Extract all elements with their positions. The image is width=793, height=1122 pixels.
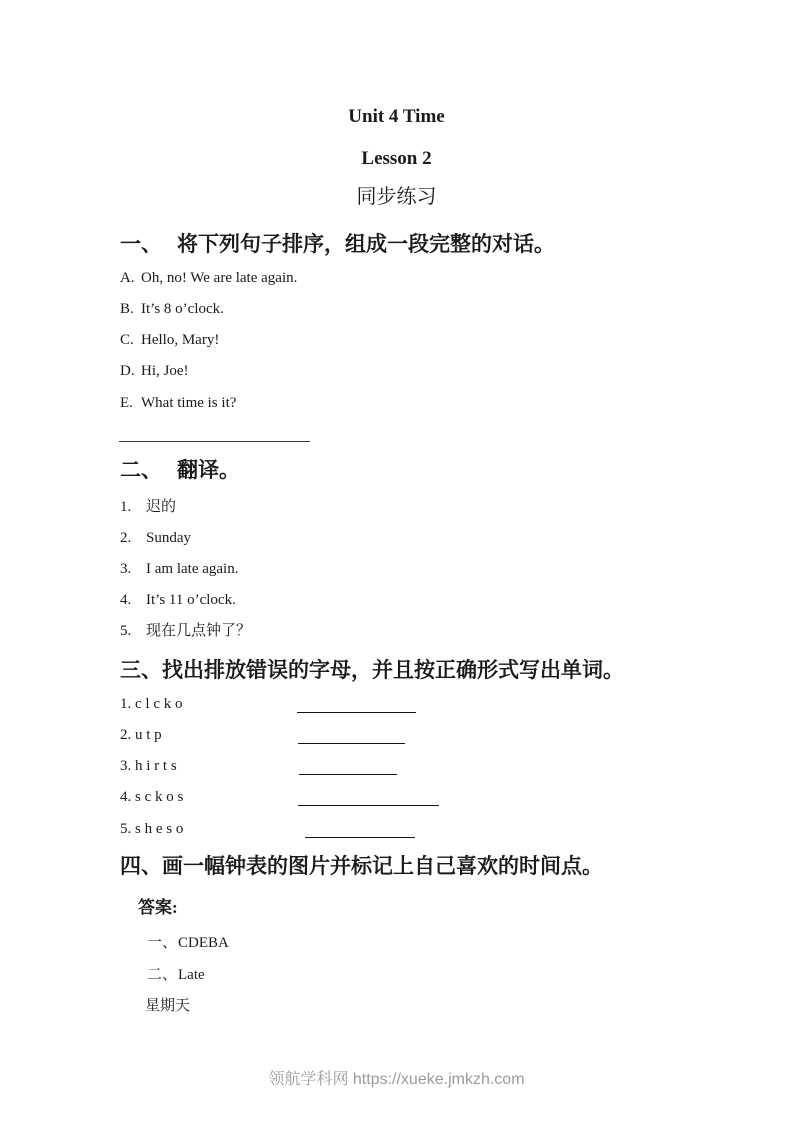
translate-item-5 (120, 621, 251, 641)
scrambled-letters: 4. s c k o s (120, 789, 184, 805)
section1-heading-text: 将下列句子排序，组成一段完整的对话。 (177, 232, 555, 256)
scrambled-letters: 3. h i r t s (120, 758, 177, 774)
word-blank (297, 712, 416, 713)
dialog-item-c (120, 330, 219, 350)
site-watermark: 领航学科网 https://xueke.jmkzh.com (268, 1071, 525, 1088)
item-number: 3. (120, 561, 132, 577)
dialog-item-b (120, 299, 224, 319)
word-blank (305, 837, 415, 838)
translate-item-4 (120, 590, 236, 610)
dialog-item-d (120, 361, 189, 381)
item-text: What time is it? (141, 395, 237, 411)
unscramble-item-2 (120, 725, 673, 747)
answer-number: 二、 (147, 967, 178, 983)
item-text: 迟的 (146, 499, 177, 515)
scrambled-letters: 2. u t p (120, 727, 162, 743)
item-text: Sunday (146, 530, 191, 546)
item-number: 1. (120, 499, 132, 515)
answer-row-3 (145, 996, 190, 1016)
item-text: It’s 8 o’clock. (141, 301, 224, 317)
item-letter: D. (120, 363, 135, 379)
word-blank (298, 805, 439, 806)
translate-item-1 (120, 497, 176, 517)
section2-heading (120, 457, 240, 483)
section1-heading (120, 231, 555, 257)
section4-heading (120, 853, 603, 879)
item-text: Hello, Mary! (141, 332, 220, 348)
section3-heading (120, 657, 624, 683)
answer-row-2 (147, 965, 205, 985)
item-number: 4. (120, 592, 132, 608)
answer-row-1 (147, 933, 229, 953)
translate-item-3 (120, 559, 238, 579)
section2-number: 二、 (120, 458, 162, 482)
item-letter: C. (120, 332, 134, 348)
section2-heading-text: 翻译。 (177, 458, 240, 482)
answer-text: CDEBA (178, 935, 229, 951)
section4-heading-text: 四、画一幅钟表的图片并标记上自己喜欢的时间点。 (120, 854, 603, 878)
item-number: 2. (120, 530, 132, 546)
item-text: Hi, Joe! (141, 363, 189, 379)
lesson-title: Lesson 2 (361, 148, 432, 169)
answer-blank (119, 441, 310, 442)
item-text: I am late again. (146, 561, 239, 577)
unscramble-item-3 (120, 756, 673, 778)
unscramble-item-4 (120, 787, 673, 809)
translate-item-2 (120, 528, 191, 548)
unscramble-item-5 (120, 819, 673, 841)
word-blank (299, 774, 397, 775)
item-text: It’s 11 o’clock. (146, 592, 236, 608)
item-number: 5. (120, 623, 132, 639)
item-letter: E. (120, 395, 133, 411)
answer-text: Late (178, 967, 205, 983)
unscramble-item-1 (120, 694, 673, 716)
dialog-item-a (120, 268, 297, 288)
item-text: 现在几点钟了？ (146, 623, 252, 639)
item-text: Oh, no! We are late again. (141, 270, 298, 286)
section1-number: 一、 (120, 232, 162, 256)
item-letter: B. (120, 301, 134, 317)
item-letter: A. (120, 270, 135, 286)
section3-heading-text: 三、找出排放错误的字母，并且按正确形式写出单词。 (120, 658, 624, 682)
answer-text: 星期天 (145, 998, 191, 1014)
answer-number: 一、 (147, 935, 178, 951)
dialog-item-e (120, 393, 236, 413)
scrambled-letters: 5. s h e s o (120, 821, 184, 837)
unit-title: Unit 4 Time (348, 106, 445, 127)
worksheet-subtitle: 同步练习 (356, 186, 437, 208)
answers-heading: 答案: (138, 898, 178, 917)
word-blank (298, 743, 405, 744)
scrambled-letters: 1. c l c k o (120, 696, 183, 712)
